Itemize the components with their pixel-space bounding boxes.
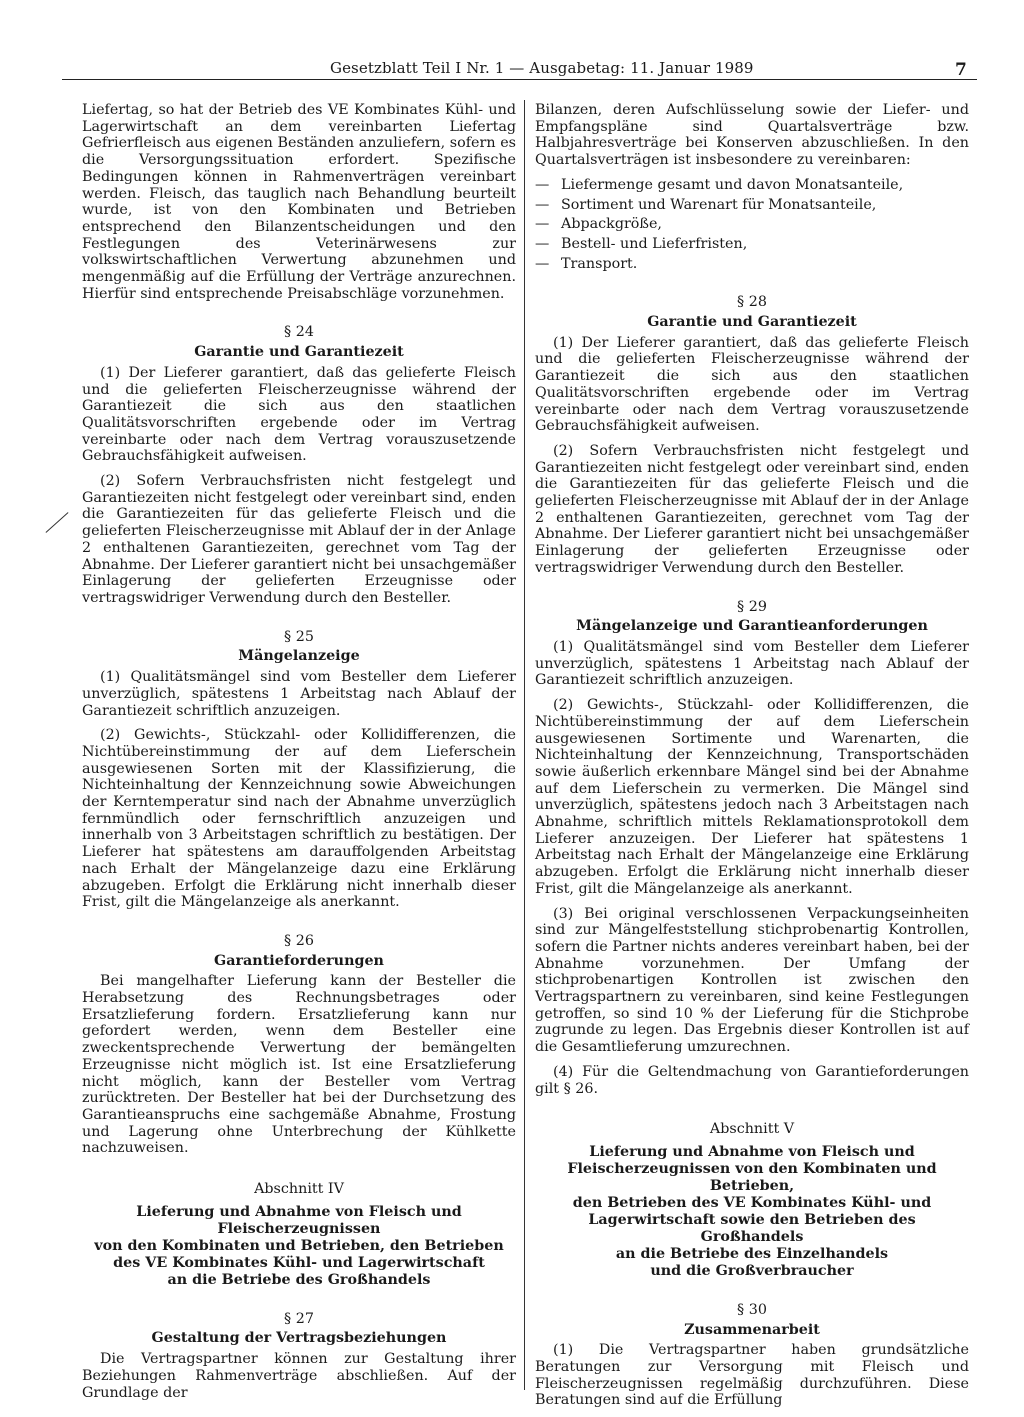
agreement-list <box>535 177 969 273</box>
abschnitt-5-title-line: Fleischerzeugnissen von den Kombinaten und Betrieben, <box>567 1160 937 1194</box>
list-item: — Liefermenge gesamt und davon Monatsanteile, <box>535 177 969 194</box>
abschnitt-5-label: Abschnitt V <box>709 1121 795 1138</box>
abschnitt-4-title-line: des VE Kombinates Kühl- und Lagerwirtschaft <box>113 1254 485 1271</box>
paragraph-continuation: Liefertag, so hat der Betrieb des VE Kombinates Kühl- und Lagerwirtschaft an dem vereinbarten Liefertag Gefrierfleisch aus eigenen Beständen anzuliefern, sofern es die Versorgungssituation erfordert. Spezifische Bedingungen können in Rahmenverträgen vereinbart werden. Fleisch, das tauglich nach Behandlung beurteilt wurde, ist von den Kombinaten und Betrieben entsprechend den Bilanzentscheidungen und den Festlegungen des Veterinärwesens zur volkswirtschaftlichen Verwertung abzunehmen und mengenmäßig auf die Erfüllung der Verträge anzurechnen. Hierfür sind entsprechende Preisabschläge vorzunehmen. <box>82 102 516 302</box>
section-30-number: § 30 <box>737 1301 767 1318</box>
abschnitt-4-title <box>82 1204 516 1289</box>
section-25-title: Mängelanzeige <box>238 648 360 665</box>
section-25-paragraph-2: (2) Gewichts-, Stückzahl- oder Kollidifferenzen, die Nichtübereinstimmung der auf dem Lieferschein ausgewiesenen Sorten mit der Klassifizierung, die Nichteinhaltung der Kennzeichnung sowie Abweichungen der Kerntemperatur sind nach der Abnahme unverzüglich fernmündlich oder fernschriftlich anzuzeigen und innerhalb von 3 Arbeitstagen schriftlich zu bestätigen. Der Lieferer hat spätestens am darauffolgenden Arbeitstag nach Erhalt der Mängelanzeige dazu eine Erklärung abzugeben. Erfolgt die Erklärung nicht innerhalb dieser Frist, gilt die Mängelanzeige als anerkannt. <box>82 727 516 911</box>
list-item: — Bestell- und Lieferfristen, <box>535 236 969 253</box>
page-number: 7 <box>955 60 967 80</box>
section-24-paragraph-2: (2) Sofern Verbrauchsfristen nicht festgelegt und Garantiezeiten nicht festgelegt oder vereinbart sind, enden die Garantiezeiten für das gelieferte Fleisch und die gelieferten Fleischerzeugnisse mit Ablauf der in der Anlage 2 enthaltenen Garantiezeiten, gerechnet vom Tag der Abnahme. Der Lieferer garantiert nicht bei unsachgemäßer Einlagerung der gelieferten Erzeugnisse oder vertragswidriger Verwendung durch den Besteller. <box>82 473 516 606</box>
section-29-paragraph-2: (2) Gewichts-, Stückzahl- oder Kollidifferenzen, die Nichtübereinstimmung der auf dem Lieferschein ausgewiesenen Sortimente und Warenarten, die Nichteinhaltung der Kennzeichnung, Transportschäden sowie äußerlich erkennbare Mängel sind bei der Abnahme auf dem Lieferschein zu vermerken. Die Mängel sind unverzüglich, spätestens jedoch nach 3 Arbeitstagen nach Abnahme, schriftlich mittels Reklamationsprotokoll dem Lieferer anzuzeigen. Der Lieferer hat spätestens 1 Arbeitstag nach Erhalt der Mängelanzeige eine Erklärung abzugeben. Erfolgt die Erklärung nicht innerhalb dieser Frist, gilt die Mängelanzeige als anerkannt. <box>535 697 969 897</box>
section-28-title: Garantie und Garantiezeit <box>647 314 857 331</box>
section-29-paragraph-1: (1) Qualitätsmängel sind vom Besteller dem Lieferer unverzüglich, spätestens 1 Arbeitstag nach Ablauf der Garantiezeit schriftlich anzuzeigen. <box>535 638 969 689</box>
section-27-title: Gestaltung der Vertragsbeziehungen <box>151 1330 447 1347</box>
section-29-paragraph-4: (4) Für die Geltendmachung von Garantieforderungen gilt § 26. <box>535 1063 969 1097</box>
section-24-title: Garantie und Garantiezeit <box>194 344 404 361</box>
list-item: — Transport. <box>535 256 969 273</box>
section-27-paragraph-1: Die Vertragspartner können zur Gestaltung ihrer Beziehungen Rahmenverträge abschließen. Auf der Grundlage der <box>82 1351 516 1401</box>
section-30-title: Zusammenarbeit <box>684 1321 820 1338</box>
section-25-number: § 25 <box>284 628 314 645</box>
abschnitt-5-title-line: und die Großverbraucher <box>650 1262 854 1279</box>
section-29-number: § 29 <box>737 598 767 615</box>
left-column <box>82 102 516 1409</box>
abschnitt-4-title-line: an die Betriebe des Großhandels <box>167 1271 431 1288</box>
abschnitt-4-title-line: Lieferung und Abnahme von Fleisch und Fleischerzeugnissen <box>136 1203 462 1237</box>
section-30-paragraph-1: (1) Die Vertragspartner haben grundsätzliche Beratungen zur Versorgung mit Fleisch und Fleischerzeugnissen regelmäßig durchzuführen. Diese Beratungen sind auf die Erfüllung <box>535 1342 969 1409</box>
section-29-title: Mängelanzeige und Garantieanforderungen <box>576 618 928 635</box>
section-28-paragraph-1: (1) Der Lieferer garantiert, daß das gelieferte Fleisch und die gelieferten Fleischerzeugnisse während der Garantiezeit die sich aus den staatlichen Qualitätsvorschriften ergebende oder im Vertrag vereinbarte oder nach dem Vertrag vorauszusetzende Gebrauchsfähigkeit aufweisen. <box>535 334 969 435</box>
abschnitt-5-title-line: Lieferung und Abnahme von Fleisch und <box>589 1143 915 1160</box>
section-27-number: § 27 <box>284 1310 314 1327</box>
section-24-number: § 24 <box>284 324 314 341</box>
section-26-number: § 26 <box>284 932 314 949</box>
section-29-paragraph-3: (3) Bei original verschlossenen Verpackungseinheiten sind zur Mängelfeststellung stichprobenartig Kontrollen, sofern die Partner nichts anderes vereinbart haben, bei der Abnahme vorzunehmen. Der Umfang der stichprobenartigen Kontrollen ist zwischen den Vertragspartnern zu vereinbaren, sind keine Festlegungen getroffen, so sind 10 % der Lieferung für die Stichprobe zugrunde zu legen. Das Ergebnis dieser Kontrollen ist auf die Gesamtlieferung umzurechnen. <box>535 905 969 1056</box>
section-25-paragraph-1: (1) Qualitätsmängel sind vom Besteller dem Lieferer unverzüglich, spätestens 1 Arbeitstag nach Ablauf der Garantiezeit schriftlich anzuzeigen. <box>82 669 516 719</box>
header-rule <box>62 79 977 80</box>
list-item: — Sortiment und Warenart für Monatsanteile, <box>535 197 969 214</box>
list-item: — Abpackgröße, <box>535 216 969 233</box>
abschnitt-5-title-line: den Betrieben des VE Kombinates Kühl- und <box>572 1194 932 1211</box>
abschnitt-5-title-line: an die Betriebe des Einzelhandels <box>615 1245 889 1262</box>
section-26-paragraph-1: Bei mangelhafter Lieferung kann der Besteller die Herabsetzung des Rechnungsbetrages oder Ersatzlieferung fordern. Ersatzlieferung kann nur gefordert werden, wenn dem Besteller eine zweckentsprechende Verwertung der bemängelten Erzeugnisse nicht möglich ist. Ist eine Ersatzlieferung nicht möglich, kann der Besteller vom Vertrag zurücktreten. Der Besteller hat bei der Durchsetzung des Garantieanspruchs eine sachgemäße Abnahme, Frostung und Lagerung ohne Unterbrechung der Kühlkette nachzuweisen. <box>82 973 516 1157</box>
right-column <box>535 102 969 1417</box>
margin-pencil-mark <box>46 512 69 533</box>
paragraph-continuation: Bilanzen, deren Aufschlüsselung sowie der Liefer- und Empfangspläne sind Quartalsverträge bzw. Halbjahresverträge bei Konserven abzuschließen. In den Quartalsverträgen ist insbesondere zu vereinbaren: <box>535 102 969 169</box>
abschnitt-4-title-line: von den Kombinaten und Betrieben, den Betrieben <box>94 1237 504 1254</box>
running-header: Gesetzblatt Teil I Nr. 1 — Ausgabetag: 11. Januar 1989 <box>330 59 754 77</box>
section-24-paragraph-1: (1) Der Lieferer garantiert, daß das gelieferte Fleisch und die gelieferten Fleischerzeugnisse während der Garantiezeit die sich aus den staatlichen Qualitätsvorschriften ergebende oder im Vertrag vereinbarte oder nach dem Vertrag vorauszusetzende Gebrauchsfähigkeit aufweisen. <box>82 364 516 465</box>
section-26-title: Garantieforderungen <box>214 952 384 969</box>
column-divider <box>524 100 525 1390</box>
section-28-paragraph-2: (2) Sofern Verbrauchsfristen nicht festgelegt und Garantiezeiten nicht festgelegt oder vereinbart sind, enden die Garantiezeiten für das gelieferte Fleisch und die gelieferten Fleischerzeugnisse mit Ablauf der in der Anlage 2 enthaltenen Garantiezeiten, gerechnet vom Tag der Abnahme. Der Lieferer garantiert nicht bei unsachgemäßer Einlagerung der gelieferten Erzeugnisse oder vertragswidriger Verwendung durch den Besteller. <box>535 442 969 576</box>
abschnitt-4-label: Abschnitt IV <box>254 1181 344 1198</box>
abschnitt-5-title-line: Lagerwirtschaft sowie den Betrieben des Großhandels <box>588 1211 916 1245</box>
abschnitt-5-title <box>535 1144 969 1280</box>
section-28-number: § 28 <box>737 294 767 311</box>
